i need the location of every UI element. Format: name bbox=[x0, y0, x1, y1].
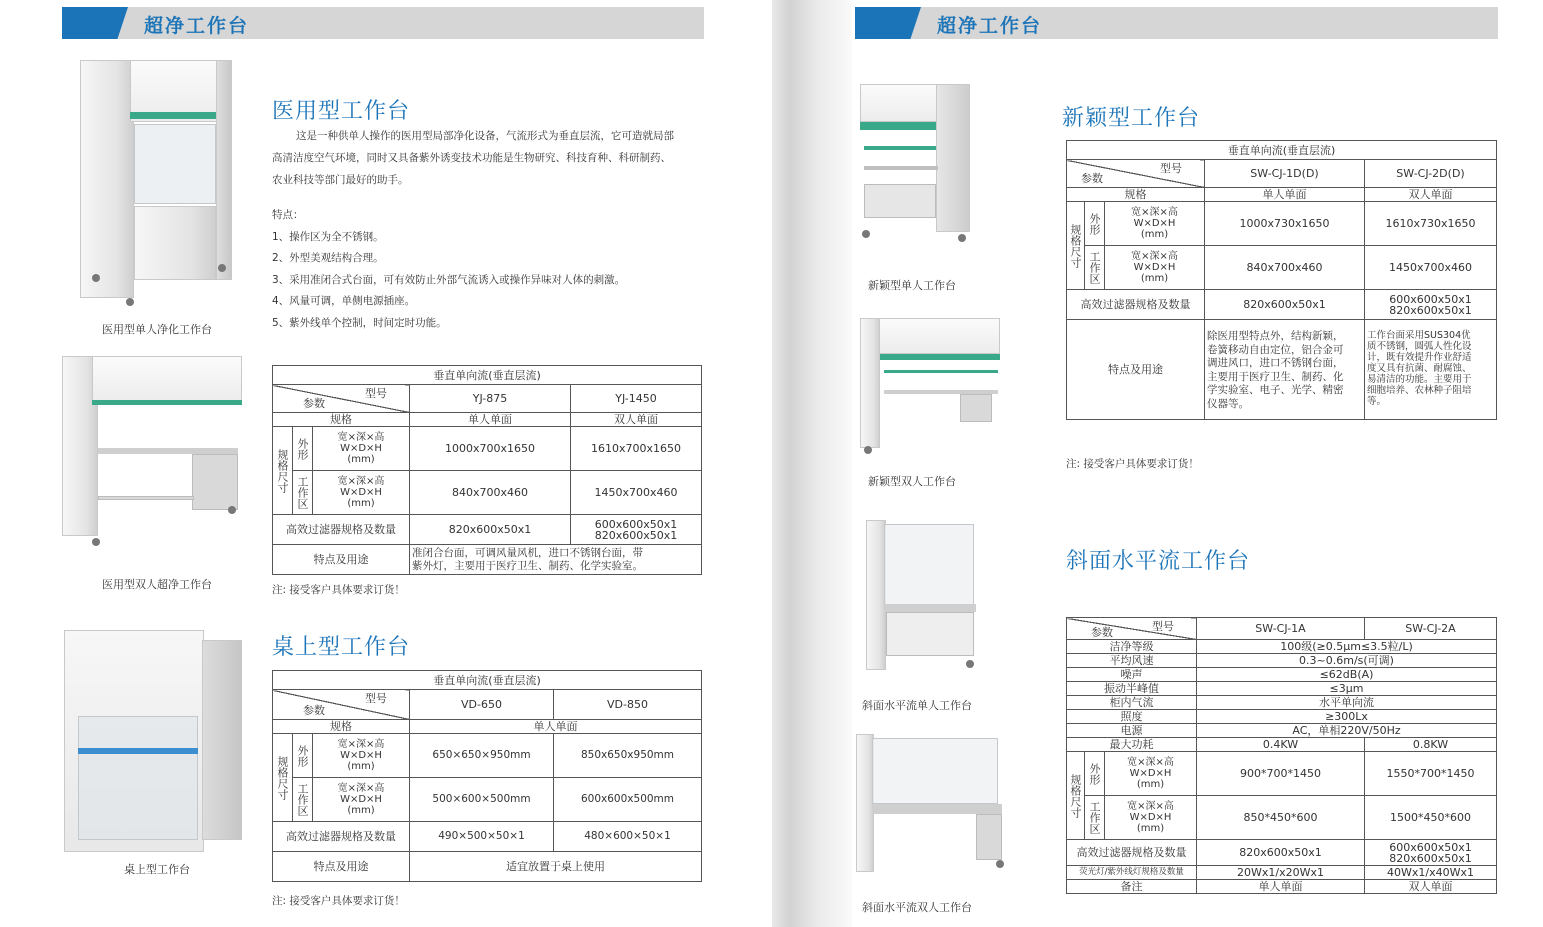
spec-label: 规格 bbox=[273, 413, 410, 427]
header-title: 超净工作台 bbox=[937, 15, 1043, 37]
novel-single-bench-image bbox=[860, 84, 972, 242]
spec-cell: 双人单面 bbox=[1365, 188, 1497, 202]
header-title: 超净工作台 bbox=[144, 15, 250, 37]
use-label: 特点及用途 bbox=[273, 545, 410, 575]
flow-type: 垂直单向流(垂直层流) bbox=[273, 671, 702, 690]
horizontal-spec-table bbox=[1066, 617, 1497, 894]
spec-label: 规格 bbox=[1067, 188, 1205, 202]
filter-cell: 600x600x50x1 820x600x50x1 bbox=[1365, 840, 1497, 866]
power-label: 最大功耗 bbox=[1067, 738, 1197, 752]
param-model-header: 型号 参数 bbox=[273, 690, 410, 720]
spec-cell: 单人单面 bbox=[1205, 188, 1365, 202]
work-label: 工作区 bbox=[1085, 246, 1105, 290]
param-label: 平均风速 bbox=[1067, 654, 1197, 668]
filter-cell: 490×500×50×1 bbox=[410, 822, 554, 852]
feature-item: 3、采用准闭合式台面，可有效防止外部气流诱入或操作异味对人体的刺激。 bbox=[272, 273, 626, 286]
work-cell: 840x700x460 bbox=[1205, 246, 1365, 290]
novel-spec-table bbox=[1066, 140, 1497, 420]
novel-double-bench-image bbox=[860, 318, 1000, 456]
work-label: 工作区 bbox=[1085, 796, 1105, 840]
size-label: 规格尺寸 bbox=[273, 427, 293, 515]
filter-cell: 600x600x50x1 820x600x50x1 bbox=[571, 515, 702, 545]
medical-features bbox=[272, 205, 712, 334]
outer-cell: 1550*700*1450 bbox=[1365, 752, 1497, 796]
size-label: 规格尺寸 bbox=[1067, 752, 1085, 840]
model-cell: VD-650 bbox=[410, 690, 554, 720]
outer-cell: 1610x730x1650 bbox=[1365, 202, 1497, 246]
dimension-label: 宽×深×高 W×D×H (mm) bbox=[1105, 796, 1197, 840]
param-value: ≥300Lx bbox=[1197, 710, 1497, 724]
filter-cell: 480×600×50×1 bbox=[554, 822, 702, 852]
outer-label: 外形 bbox=[1085, 752, 1105, 796]
param-value: ≤3μm bbox=[1197, 682, 1497, 696]
model-cell: SW-CJ-2D(D) bbox=[1365, 160, 1497, 188]
outer-cell: 900*700*1450 bbox=[1197, 752, 1365, 796]
param-value: 100级(≥0.5μm≤3.5粒/L) bbox=[1197, 640, 1497, 654]
page-header bbox=[855, 7, 1498, 39]
feature-item: 1、操作区为全不锈钢。 bbox=[272, 230, 384, 243]
model-cell: YJ-1450 bbox=[571, 385, 702, 413]
filter-cell: 820x600x50x1 bbox=[1205, 290, 1365, 320]
lamp-cell: 20Wx1/x20Wx1 bbox=[1197, 866, 1365, 880]
lamp-label: 荧光灯/紫外线灯规格及数量 bbox=[1067, 866, 1197, 880]
outer-cell: 850x650x950mm bbox=[554, 734, 702, 778]
work-label: 工作区 bbox=[293, 471, 313, 515]
intro-line-3: 农业科技等部门最好的助手。 bbox=[272, 174, 409, 186]
caption-medical-single: 医用型单人净化工作台 bbox=[102, 323, 212, 336]
caption-medical-double: 医用型双人超净工作台 bbox=[102, 578, 212, 591]
size-label: 规格尺寸 bbox=[1067, 202, 1085, 290]
horizontal-double-bench-image bbox=[856, 734, 1004, 876]
medical-intro bbox=[272, 125, 712, 191]
horizontal-section-title: 斜面水平流工作台 bbox=[1066, 549, 1251, 574]
model-cell: SW-CJ-1A bbox=[1197, 618, 1365, 640]
param-label: 柜内气流 bbox=[1067, 696, 1197, 710]
param-label: 电源 bbox=[1067, 724, 1197, 738]
dimension-label: 宽×深×高 W×D×H (mm) bbox=[1105, 752, 1197, 796]
param-value: ≤62dB(A) bbox=[1197, 668, 1497, 682]
param-label: 振动半峰值 bbox=[1067, 682, 1197, 696]
medical-spec-table bbox=[272, 365, 702, 575]
desktop-spec-table bbox=[272, 670, 702, 882]
remark-cell: 双人单面 bbox=[1365, 880, 1497, 894]
param-model-header: 型号 参数 bbox=[1067, 618, 1197, 640]
dimension-label: 宽×深×高 W×D×H (mm) bbox=[1105, 246, 1205, 290]
medical-double-bench-image bbox=[62, 356, 244, 548]
work-cell: 500×600×500mm bbox=[410, 778, 554, 822]
caption-horizontal-double: 斜面水平流双人工作台 bbox=[862, 901, 972, 914]
filter-label: 高效过滤器规格及数量 bbox=[1067, 290, 1205, 320]
right-page bbox=[852, 0, 1543, 927]
intro-line-2: 高清洁度空气环境，同时又具备紫外诱变技术功能是生物研究、科技育种、科研制药、 bbox=[272, 152, 671, 164]
size-label: 规格尺寸 bbox=[273, 734, 293, 822]
header-accent bbox=[855, 7, 921, 39]
novel-section-title: 新颖型工作台 bbox=[1062, 106, 1201, 131]
param-label: 照度 bbox=[1067, 710, 1197, 724]
filter-label: 高效过滤器规格及数量 bbox=[1067, 840, 1197, 866]
feature-item: 5、紫外线单个控制，时间定时功能。 bbox=[272, 316, 447, 329]
remark-cell: 单人单面 bbox=[1197, 880, 1365, 894]
model-cell: VD-850 bbox=[554, 690, 702, 720]
use-cell: 准闭合台面，可调风量风机，进口不锈钢台面，带 紫外灯，主要用于医疗卫生、制药、化学实验室。 bbox=[410, 545, 702, 575]
outer-cell: 1000x700x1650 bbox=[410, 427, 571, 471]
dimension-label: 宽×深×高 W×D×H (mm) bbox=[313, 471, 410, 515]
param-label: 洁净等级 bbox=[1067, 640, 1197, 654]
features-title: 特点： bbox=[272, 209, 304, 221]
feature-item: 4、风量可调，单侧电源插座。 bbox=[272, 295, 416, 307]
spec-cell: 单人单面 bbox=[410, 720, 702, 734]
work-cell: 1450x700x460 bbox=[1365, 246, 1497, 290]
outer-label: 外形 bbox=[293, 427, 313, 471]
model-cell: SW-CJ-1D(D) bbox=[1205, 160, 1365, 188]
model-cell: YJ-875 bbox=[410, 385, 571, 413]
feature-item: 2、外型美观结构合理。 bbox=[272, 252, 384, 264]
page-gutter bbox=[772, 0, 852, 927]
work-label: 工作区 bbox=[293, 778, 313, 822]
work-cell: 840x700x460 bbox=[410, 471, 571, 515]
page-header bbox=[62, 7, 704, 39]
filter-cell: 820x600x50x1 bbox=[1197, 840, 1365, 866]
param-label: 噪声 bbox=[1067, 668, 1197, 682]
novel-note: 注: 接受客户具体要求订货！ bbox=[1066, 458, 1199, 470]
caption-desktop: 桌上型工作台 bbox=[124, 863, 190, 876]
param-model-header: 型号 参数 bbox=[1067, 160, 1205, 188]
param-value: 水平单向流 bbox=[1197, 696, 1497, 710]
filter-cell: 820x600x50x1 bbox=[410, 515, 571, 545]
dimension-label: 宽×深×高 W×D×H (mm) bbox=[313, 427, 410, 471]
use-label: 特点及用途 bbox=[273, 852, 410, 882]
power-cell: 0.4KW bbox=[1197, 738, 1365, 752]
work-cell: 1450x700x460 bbox=[571, 471, 702, 515]
filter-cell: 600x600x50x1 820x600x50x1 bbox=[1365, 290, 1497, 320]
flow-type: 垂直单向流(垂直层流) bbox=[1067, 141, 1497, 160]
param-model-header: 型号 参数 bbox=[273, 385, 410, 413]
medical-section-title: 医用型工作台 bbox=[272, 99, 411, 124]
spec-label: 规格 bbox=[273, 720, 410, 734]
flow-type: 垂直单向流(垂直层流) bbox=[273, 366, 702, 385]
outer-cell: 650×650×950mm bbox=[410, 734, 554, 778]
power-cell: 0.8KW bbox=[1365, 738, 1497, 752]
desktop-section-title: 桌上型工作台 bbox=[272, 635, 411, 660]
outer-cell: 1000x730x1650 bbox=[1205, 202, 1365, 246]
intro-line-1: 这是一种供单人操作的医用型局部净化设备，气流形式为垂直层流，它可造就局部 bbox=[296, 130, 674, 142]
model-cell: SW-CJ-2A bbox=[1365, 618, 1497, 640]
work-cell: 600x600x500mm bbox=[554, 778, 702, 822]
header-accent bbox=[62, 7, 128, 39]
filter-label: 高效过滤器规格及数量 bbox=[273, 515, 410, 545]
outer-cell: 1610x700x1650 bbox=[571, 427, 702, 471]
use-cell: 工作台面采用SUS304优 质不锈钢，圆弧人性化设 计，既有效提升作业舒适 度又具有抗菌、耐腐蚀、 易清洁的功能。主要用于 细胞培养、农林种子阻培 等。 bbox=[1365, 320, 1497, 420]
use-cell: 适宜放置于桌上使用 bbox=[410, 852, 702, 882]
use-label: 特点及用途 bbox=[1067, 320, 1205, 420]
param-value: 0.3~0.6m/s(可调) bbox=[1197, 654, 1497, 668]
param-value: AC，单相220V/50Hz bbox=[1197, 724, 1497, 738]
outer-label: 外形 bbox=[1085, 202, 1105, 246]
medical-note: 注: 接受客户具体要求订货！ bbox=[272, 584, 405, 596]
work-cell: 850*450*600 bbox=[1197, 796, 1365, 840]
desktop-note: 注: 接受客户具体要求订货！ bbox=[272, 895, 405, 907]
dimension-label: 宽×深×高 W×D×H (mm) bbox=[313, 734, 410, 778]
desktop-bench-image bbox=[64, 630, 244, 856]
caption-novel-double: 新颖型双人工作台 bbox=[868, 475, 956, 488]
spec-cell: 单人单面 bbox=[410, 413, 571, 427]
filter-label: 高效过滤器规格及数量 bbox=[273, 822, 410, 852]
remark-label: 备注 bbox=[1067, 880, 1197, 894]
dimension-label: 宽×深×高 W×D×H (mm) bbox=[1105, 202, 1205, 246]
dimension-label: 宽×深×高 W×D×H (mm) bbox=[313, 778, 410, 822]
lamp-cell: 40Wx1/x40Wx1 bbox=[1365, 866, 1497, 880]
spec-cell: 双人单面 bbox=[571, 413, 702, 427]
medical-single-bench-image bbox=[78, 60, 240, 310]
horizontal-single-bench-image bbox=[866, 520, 978, 672]
caption-novel-single: 新颖型单人工作台 bbox=[868, 279, 956, 292]
caption-horizontal-single: 斜面水平流单人工作台 bbox=[862, 699, 972, 712]
work-cell: 1500*450*600 bbox=[1365, 796, 1497, 840]
outer-label: 外形 bbox=[293, 734, 313, 778]
use-cell: 除医用型特点外，结构新颖， 卷簧移动自由定位，铝合金可 调进风口，进口不锈钢台面， 主要用于医疗卫生、制药、化 学实验室、电子、光学、精密 仪器等。 bbox=[1205, 320, 1365, 420]
